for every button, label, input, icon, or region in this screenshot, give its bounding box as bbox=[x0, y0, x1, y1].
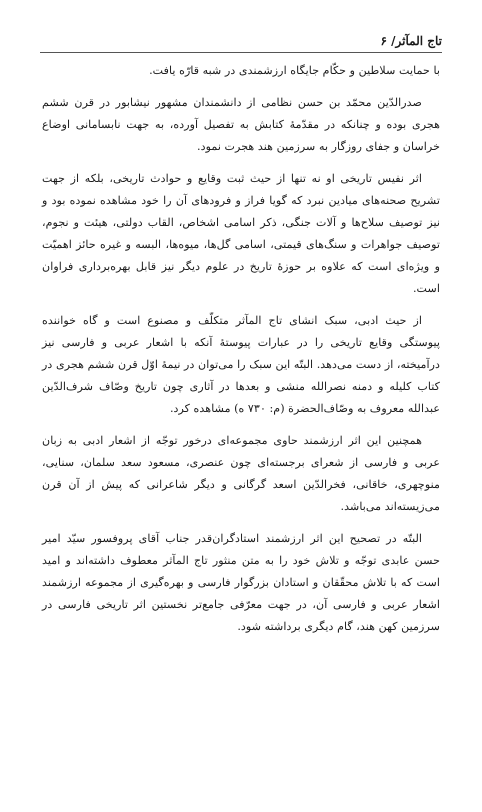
page-body bbox=[42, 60, 440, 648]
paragraph-3: اثر نفیس تاریخی او نه تنها از حیث ثبت وقایع و حوادث تاریخی، بلکه از جهت تشریح صحنه‌های میادین نبرد که گویا فراز و فرودهای آن را خود مشاهده نموده بود و نیز توصیف سلاح‌ها و آلات جنگی، ذکر اسامی اشخاص، القاب دولتی، هیئت و نجوم، توصیف جواهرات و سنگ‌های قیمتی، اسامی گل‌ها، میوه‌ها، البسه و غیره حائز اهمیّت و ویژه‌ای است که علاوه بر حوزهٔ تاریخ در علوم دیگر نیز قابل بهره‌برداری فراوان است. bbox=[42, 172, 440, 295]
paragraph-4: از حیث ادبی، سبک انشای تاج المآثر متکلّف و مصنوع است و گاه خواننده پیوستگی وقایع تاریخی را در عبارات پیوستهٔ آنکه با اشعار عربی و فارسی نیز درآمیخته، از دست می‌دهد. البتّه این سبک را می‌توان در نیمهٔ اوّل قرن ششم هجری در کتاب کلیله و دمنه نصرالله منشی و بعدها در آثاری چون تاریخ وصّاف شرف‌الدّین عبدالله معروف به وصّاف‌الحضرة (م: ۷۳۰ ه) مشاهده کرد. bbox=[42, 314, 440, 415]
paragraph-6: البتّه در تصحیح این اثر ارزشمند استادگران‌قدر جناب آقای پروفسور سیّد امیر حسن عابدی توجّه و تلاش خود را به متن منثور تاج المآثر معطوف داشته‌اند و امید است که با تلاش محقّقان و استادان بزرگوار فارسی و بهره‌گیری از مجموعه ارزشمند اشعار عربی و فارسی آن، در جهت معرّفی جامع‌تر نخستین اثر تاریخی فارسی در سرزمین کهن هند، گام دیگری برداشته شود. bbox=[42, 532, 440, 633]
running-header bbox=[40, 26, 442, 48]
running-title: تاج المآثر/ ۶ bbox=[380, 34, 442, 48]
header-rule bbox=[40, 52, 442, 53]
paragraph-2: صدرالدّین محمّد بن حسن نظامی از دانشمندان مشهور نیشابور در قرن ششم هجری بوده و چنانکه در مقدّمهٔ کتابش به تفصیل آورده، به جهت نابسامانی اوضاع خراسان و جفای روزگار به سرزمین هند هجرت نمود. bbox=[42, 96, 440, 153]
paragraph-5: همچنین این اثر ارزشمند حاوی مجموعه‌ای درخور توجّه از اشعار ادبی به زبان عربی و فارسی از شعرای برجسته‌ای چون عنصری، مسعود سعد سلمان، سنایی، منوچهری، خاقانی، فخرالدّین اسعد گرگانی و دیگر شاعرانی که پیش از آن قرن می‌زیسته‌اند می‌باشد. bbox=[42, 434, 440, 513]
paragraph-1: با حمایت سلاطین و حکّام جایگاه ارزشمندی در شبه قارّه یافت. bbox=[149, 64, 440, 77]
